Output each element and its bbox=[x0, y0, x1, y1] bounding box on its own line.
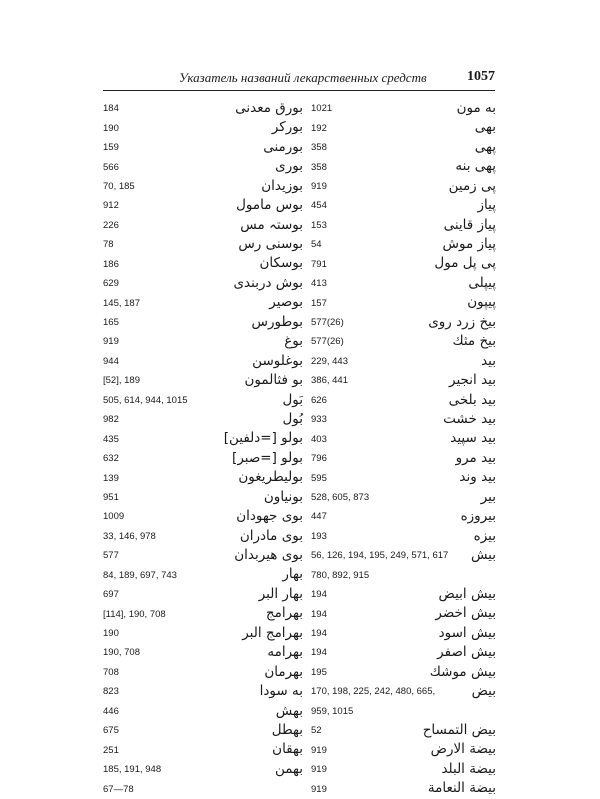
page-references: 933 bbox=[311, 414, 327, 426]
drug-name: پهى bbox=[474, 138, 496, 155]
drug-name: بوسنی رس bbox=[238, 236, 303, 253]
drug-name: پى پل مول bbox=[434, 255, 496, 272]
page-references: 186 bbox=[103, 258, 119, 270]
index-entry bbox=[103, 293, 303, 312]
page-references: 577 bbox=[103, 550, 119, 562]
index-entry bbox=[311, 546, 496, 565]
index-entry bbox=[103, 488, 303, 507]
index-entry bbox=[103, 235, 303, 254]
page-references: 194 bbox=[311, 589, 327, 601]
index-entry bbox=[103, 449, 303, 468]
page-references: 192 bbox=[311, 122, 327, 134]
index-entry bbox=[103, 118, 303, 137]
page-references: 157 bbox=[311, 297, 327, 309]
index-entry bbox=[311, 663, 496, 682]
drug-name: بيض bbox=[471, 683, 496, 700]
drug-name: بهقان bbox=[272, 741, 303, 758]
page-references: 185, 191, 948 bbox=[103, 764, 162, 776]
page-references: 52 bbox=[311, 725, 322, 737]
page-references: 190 bbox=[103, 628, 119, 640]
page-references: 170, 198, 225, 242, 480, 665, bbox=[311, 686, 436, 698]
drug-name: به سودا bbox=[259, 683, 303, 700]
index-entry bbox=[103, 663, 303, 682]
page-references: 982 bbox=[103, 414, 119, 426]
page-references: 435 bbox=[103, 433, 119, 445]
page-references: 33, 146, 978 bbox=[103, 530, 156, 542]
page-references: 708 bbox=[103, 666, 119, 678]
drug-name: بهرمان bbox=[264, 663, 303, 680]
index-entry bbox=[103, 429, 303, 448]
drug-name: پياز bbox=[477, 197, 496, 214]
drug-name: بهطل bbox=[271, 721, 303, 738]
drug-name: بيخ مثك bbox=[452, 333, 496, 350]
drug-name: بوليطريغون bbox=[238, 469, 303, 486]
drug-name: بيضة البلد bbox=[441, 760, 496, 777]
drug-name: بونياون bbox=[263, 488, 303, 505]
index-entry bbox=[311, 449, 496, 468]
page-references: 919 bbox=[311, 783, 327, 795]
index-entry bbox=[103, 585, 303, 604]
index-entry bbox=[311, 760, 496, 779]
drug-name: بيش ابيض bbox=[438, 585, 496, 602]
index-entry bbox=[103, 332, 303, 351]
drug-name: پيپلى bbox=[468, 274, 496, 291]
index-entry bbox=[103, 313, 303, 332]
drug-name: بُول bbox=[282, 410, 303, 427]
drug-name: بوى جهودان bbox=[236, 508, 303, 525]
index-entry bbox=[311, 488, 496, 507]
running-header bbox=[103, 68, 495, 90]
page-references: 251 bbox=[103, 744, 119, 756]
drug-name: بيضة النعامة bbox=[427, 780, 496, 797]
index-entry bbox=[311, 585, 496, 604]
page-references: 823 bbox=[103, 686, 119, 698]
page-references: 56, 126, 194, 195, 249, 571, 617 bbox=[311, 550, 449, 562]
index-entry bbox=[103, 99, 303, 118]
drug-name: بيد خشت bbox=[443, 410, 496, 427]
drug-name: بولو [=دلفين] bbox=[223, 430, 303, 447]
page-references: 675 bbox=[103, 725, 119, 737]
drug-name: بيش اسود bbox=[438, 624, 496, 641]
page-references: 919 bbox=[311, 764, 327, 776]
drug-name: بوسكان bbox=[259, 255, 303, 272]
drug-name: پياز قاينى bbox=[443, 216, 496, 233]
index-entry bbox=[103, 177, 303, 196]
drug-name: بوركر bbox=[271, 119, 303, 136]
page-references: 505, 614, 944, 1015 bbox=[103, 394, 188, 406]
page-references: 632 bbox=[103, 453, 119, 465]
index-entry bbox=[311, 624, 496, 643]
index-entry bbox=[311, 313, 496, 332]
index-entry bbox=[103, 604, 303, 623]
page-references: [52], 189 bbox=[103, 375, 140, 387]
page-references: 54 bbox=[311, 239, 322, 251]
index-entry bbox=[311, 99, 496, 118]
drug-name: بهى bbox=[474, 119, 496, 136]
index-entry bbox=[103, 682, 303, 701]
page-references: 697 bbox=[103, 589, 119, 601]
index-entry bbox=[103, 352, 303, 371]
index-entry bbox=[103, 760, 303, 779]
page-references: 780, 892, 915 bbox=[311, 569, 370, 581]
drug-name: بوغلوسن bbox=[252, 352, 303, 369]
drug-name: بولو [=صبر] bbox=[232, 449, 303, 466]
index-entry bbox=[311, 255, 496, 274]
index-entry bbox=[311, 682, 496, 701]
drug-name: بيش اصفر bbox=[437, 644, 496, 661]
page-references: 229, 443 bbox=[311, 355, 348, 367]
page-references: 944 bbox=[103, 355, 119, 367]
page-references: 190, 708 bbox=[103, 647, 140, 659]
page-number: 1057 bbox=[467, 69, 495, 84]
page-references: 454 bbox=[311, 200, 327, 212]
index-entry bbox=[103, 196, 303, 215]
page-references: 796 bbox=[311, 453, 327, 465]
index-entry bbox=[103, 138, 303, 157]
drug-name: بورمنى bbox=[263, 138, 303, 155]
drug-name: بوصير bbox=[269, 294, 303, 311]
page-references: 165 bbox=[103, 317, 119, 329]
index-entry bbox=[311, 138, 496, 157]
drug-name: بهرامج bbox=[265, 605, 303, 622]
drug-name: پياز موش bbox=[442, 236, 496, 253]
page-references: 403 bbox=[311, 433, 327, 445]
drug-name: بَول bbox=[282, 391, 303, 408]
index-entry bbox=[311, 371, 496, 390]
page-references: 413 bbox=[311, 278, 327, 290]
page-references: 226 bbox=[103, 219, 119, 231]
drug-name: بيخ زرد روى bbox=[428, 313, 496, 330]
drug-name: بيد bbox=[481, 352, 496, 369]
index-entry bbox=[103, 721, 303, 740]
index-entry bbox=[311, 391, 496, 410]
drug-name: بهمن bbox=[274, 760, 303, 777]
page-references: 595 bbox=[311, 472, 327, 484]
header-rule bbox=[103, 90, 495, 91]
drug-name: بهار البر bbox=[258, 585, 303, 602]
page-references: 153 bbox=[311, 219, 327, 231]
drug-name: بيزه bbox=[473, 527, 496, 544]
page-references: 951 bbox=[103, 491, 119, 503]
drug-name: بورى bbox=[275, 158, 303, 175]
drug-name: بير bbox=[480, 488, 496, 505]
page-references: 1009 bbox=[103, 511, 125, 523]
index-entry bbox=[103, 410, 303, 429]
index-entry bbox=[103, 216, 303, 235]
page-references: 139 bbox=[103, 472, 119, 484]
index-entry bbox=[103, 527, 303, 546]
page-references: 791 bbox=[311, 258, 327, 270]
index-entry bbox=[103, 740, 303, 759]
index-entry bbox=[103, 566, 303, 585]
page-references: 626 bbox=[311, 394, 327, 406]
index-entry bbox=[311, 702, 496, 721]
page-references: 919 bbox=[311, 180, 327, 192]
index-entry bbox=[311, 235, 496, 254]
index-entry bbox=[311, 527, 496, 546]
drug-name: بيض التمساح bbox=[422, 721, 496, 738]
index-entry bbox=[311, 721, 496, 740]
index-entry bbox=[103, 643, 303, 662]
header-title: Указатель названий лекарственных средств bbox=[179, 70, 427, 85]
page-references: 193 bbox=[311, 530, 327, 542]
drug-name: بيش موشك bbox=[429, 663, 496, 680]
page-references: 919 bbox=[103, 336, 119, 348]
index-entry bbox=[311, 779, 496, 798]
drug-name: بوى هيربدان bbox=[234, 547, 303, 564]
drug-name: پى زمين bbox=[448, 177, 496, 194]
drug-name: بوزيدان bbox=[261, 177, 303, 194]
drug-name: بو فثالمون bbox=[244, 372, 303, 389]
page-references: 78 bbox=[103, 239, 114, 251]
index-entry bbox=[103, 507, 303, 526]
index-entry bbox=[311, 507, 496, 526]
page-references: 358 bbox=[311, 161, 327, 173]
drug-name: بيد سپيد bbox=[450, 430, 496, 447]
page-references: 70, 185 bbox=[103, 180, 135, 192]
drug-name: بوس مامول bbox=[236, 197, 303, 214]
index-entry bbox=[311, 429, 496, 448]
drug-name: بوى مادران bbox=[239, 527, 303, 544]
page-references: 159 bbox=[103, 142, 119, 154]
drug-name: بيد وند bbox=[459, 469, 496, 486]
index-entry bbox=[311, 352, 496, 371]
index-entry bbox=[103, 274, 303, 293]
index-column-right bbox=[311, 99, 496, 799]
drug-name: بهرامج البر bbox=[242, 624, 303, 641]
index-entry bbox=[103, 157, 303, 176]
drug-name: پيپون bbox=[467, 294, 496, 311]
drug-name: بيش bbox=[470, 547, 496, 564]
index-entry bbox=[103, 546, 303, 565]
page-references: 629 bbox=[103, 278, 119, 290]
drug-name: بوطورس bbox=[251, 313, 303, 330]
drug-name: به مون bbox=[456, 99, 496, 116]
drug-name: بيش اخضر bbox=[435, 605, 496, 622]
drug-name: بيد مرو bbox=[455, 449, 496, 466]
drug-name: بوش دربندى bbox=[233, 274, 303, 291]
index-entry bbox=[311, 566, 496, 585]
drug-name: بيد انجير bbox=[449, 372, 496, 389]
index-entry bbox=[311, 410, 496, 429]
drug-name: بيروزه bbox=[460, 508, 496, 525]
page-references: 190 bbox=[103, 122, 119, 134]
index-entry bbox=[311, 157, 496, 176]
page-references: 194 bbox=[311, 647, 327, 659]
index-entry bbox=[311, 604, 496, 623]
index-entry bbox=[311, 274, 496, 293]
drug-name: بيضة الارض bbox=[430, 741, 496, 758]
drug-name: بهار bbox=[282, 566, 303, 583]
page-references: 577(26) bbox=[311, 317, 344, 329]
page-references: 145, 187 bbox=[103, 297, 140, 309]
index-entry bbox=[103, 255, 303, 274]
index-column-left bbox=[103, 99, 303, 799]
page-references: 566 bbox=[103, 161, 119, 173]
page-references: 184 bbox=[103, 103, 119, 115]
page-references: 577(26) bbox=[311, 336, 344, 348]
page-references: [114], 190, 708 bbox=[103, 608, 166, 620]
page-references: 447 bbox=[311, 511, 327, 523]
drug-name: بوستہ مس bbox=[240, 216, 303, 233]
page-references: 919 bbox=[311, 744, 327, 756]
index-entry bbox=[311, 216, 496, 235]
page-references: 1021 bbox=[311, 103, 333, 115]
page-references: 446 bbox=[103, 705, 119, 717]
index-entry bbox=[103, 702, 303, 721]
index-entry bbox=[311, 643, 496, 662]
index-entry bbox=[103, 624, 303, 643]
index-entry bbox=[311, 177, 496, 196]
page-references: 194 bbox=[311, 608, 327, 620]
page-references: 67—78 bbox=[103, 783, 134, 795]
page-references: 959, 1015 bbox=[311, 705, 354, 717]
drug-name: بهرامه bbox=[267, 644, 303, 661]
page-references: 386, 441 bbox=[311, 375, 348, 387]
index-entry bbox=[311, 293, 496, 312]
drug-name: بيد بلخى bbox=[448, 391, 496, 408]
index-entry bbox=[103, 391, 303, 410]
index-entry bbox=[103, 779, 303, 798]
index-entry bbox=[311, 196, 496, 215]
index-entry bbox=[311, 740, 496, 759]
drug-name: پهى بنه bbox=[455, 158, 496, 175]
page-references: 194 bbox=[311, 628, 327, 640]
page-references: 528, 605, 873 bbox=[311, 491, 370, 503]
index-entry bbox=[311, 118, 496, 137]
index-entry bbox=[311, 468, 496, 487]
drug-name: بهش bbox=[275, 702, 303, 719]
drug-name: بورق معدنى bbox=[235, 99, 303, 116]
page-references: 195 bbox=[311, 666, 327, 678]
index-entry bbox=[311, 332, 496, 351]
index-entry bbox=[103, 371, 303, 390]
drug-name: بوغ bbox=[284, 333, 303, 350]
index-entry bbox=[103, 468, 303, 487]
page-references: 358 bbox=[311, 142, 327, 154]
page-references: 912 bbox=[103, 200, 119, 212]
page-references: 84, 189, 697, 743 bbox=[103, 569, 177, 581]
